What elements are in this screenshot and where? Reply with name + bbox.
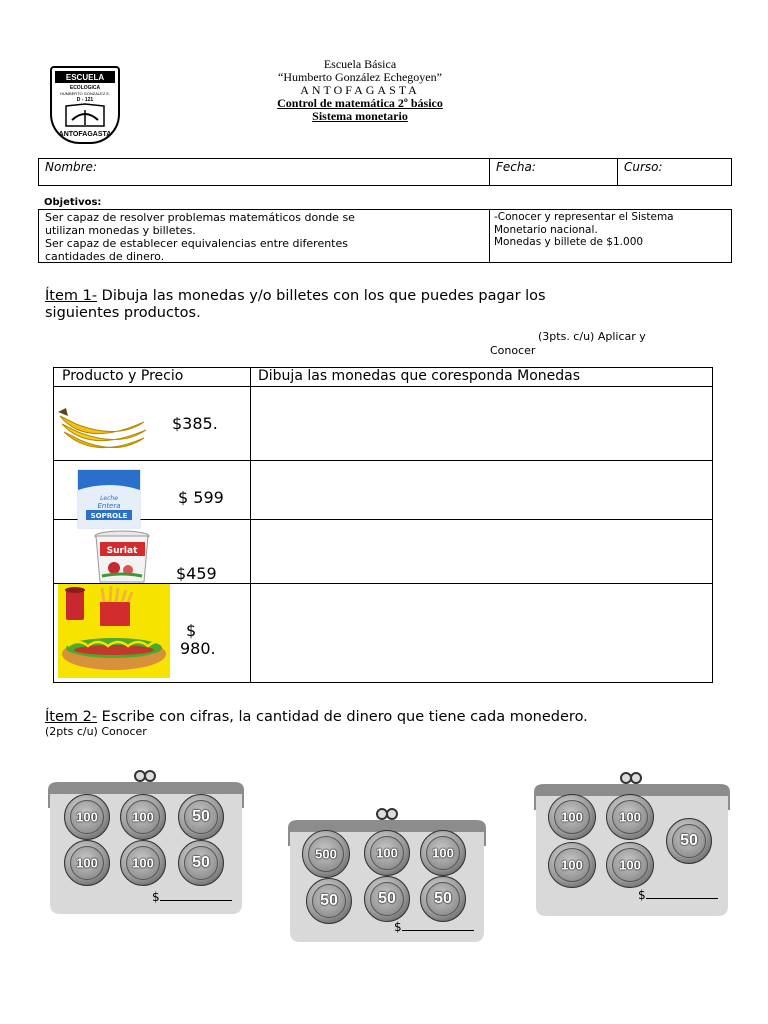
exam-topic: Sistema monetario (312, 109, 408, 123)
hotdog-combo-image (58, 584, 170, 678)
objective-line: cantidades de dinero. (45, 250, 165, 263)
document-header (200, 58, 520, 123)
item1-points-line: (3pts. c/u) Aplicar y (538, 330, 646, 343)
coin-value: 50 (192, 808, 210, 825)
coin-value: 100 (432, 845, 454, 861)
date-field[interactable] (489, 159, 617, 185)
coin-100 (606, 794, 654, 840)
coin-value: 500 (315, 846, 337, 862)
item2-points: (2pts c/u) Conocer (45, 725, 147, 738)
price-yogurt: $459 (176, 564, 217, 583)
coin-value: 100 (561, 857, 583, 873)
coin-50 (364, 876, 410, 922)
course-label: Curso: (624, 160, 663, 174)
objectives-specific (489, 210, 731, 262)
price-hotdog (180, 621, 216, 658)
purse-2-answer[interactable] (394, 920, 474, 934)
coin-100 (364, 830, 410, 876)
coin-value: 100 (132, 855, 154, 871)
coin-100 (548, 794, 596, 840)
logo-text-4: D - 121 (76, 97, 94, 103)
coin-value: 50 (680, 832, 698, 849)
objective-line: Monedas y billete de $1.000 (494, 236, 644, 248)
coin-100 (64, 840, 110, 886)
milk-label-type: Entera (97, 502, 121, 510)
school-type: Escuela Básica (323, 57, 397, 71)
coin-100 (420, 830, 466, 876)
answer-dollar: $ (394, 920, 402, 934)
objective-line: Monetario nacional. (494, 223, 598, 236)
products-table-header (54, 368, 712, 387)
coin-value: 50 (320, 892, 338, 909)
item1-text-2: siguientes productos. (45, 305, 201, 321)
item1-instruction (45, 288, 725, 322)
draw-area-milk[interactable] (251, 461, 712, 519)
coin-100 (120, 840, 166, 886)
coin-50 (420, 876, 466, 922)
coin-50 (178, 840, 224, 886)
objective-line: utilizan monedas y billetes. (45, 224, 196, 237)
coin-100 (606, 842, 654, 888)
answer-dollar: $ (638, 888, 646, 902)
item1-points (490, 330, 710, 358)
objective-line: Ser capaz de resolver problemas matemáticos donde se (45, 211, 355, 224)
objective-line: Ser capaz de establecer equivalencias entre diferentes (45, 237, 348, 250)
item1-points-line-2: Conocer (490, 344, 536, 357)
student-info-table (38, 158, 732, 186)
exam-title: Control de matemática 2º básico (277, 96, 443, 110)
objectives-table (38, 209, 732, 263)
coin-100 (64, 794, 110, 840)
objectives-general (45, 211, 485, 263)
coin-value: 100 (376, 845, 398, 861)
objective-line: -Conocer y representar el Sistema (494, 211, 674, 223)
school-name: “Humberto González Echegoyen” (278, 70, 442, 84)
answer-dollar: $ (152, 890, 160, 904)
logo-text-3: HUMBERTO GONZALEZ E. (59, 91, 111, 96)
col-draw-coins: Dibuja las monedas que coresponda Monedas (258, 368, 581, 384)
price-milk: $ 599 (178, 488, 224, 507)
coin-50 (306, 878, 352, 924)
objectives-label: Objetivos: (44, 197, 102, 208)
item2-number: Ítem 2- (45, 709, 98, 725)
purse-2 (288, 806, 486, 942)
purse-1-answer[interactable] (152, 890, 232, 904)
item2-text: Escribe con cifras, la cantidad de dinero que tiene cada monedero. (97, 709, 588, 725)
item1-text: Dibuja las monedas y/o billetes con los que puedes pagar los (97, 288, 546, 304)
draw-area-yogurt[interactable] (251, 520, 712, 583)
coin-100 (120, 794, 166, 840)
coin-50 (666, 818, 712, 864)
item1-number: Ítem 1- (45, 288, 98, 304)
milk-label-top: Leche (100, 495, 118, 502)
coin-value: 100 (561, 809, 583, 825)
item2-instruction (45, 709, 745, 726)
school-logo (50, 66, 120, 144)
purse-3 (534, 770, 730, 916)
yogurt-image (92, 530, 154, 584)
coin-value: 100 (76, 809, 98, 825)
coin-50 (178, 794, 224, 840)
products-table (53, 367, 713, 683)
coin-value: 50 (434, 890, 452, 907)
price-banana: $385. (172, 414, 218, 433)
logo-text-2: ECOLOGICA (69, 85, 101, 91)
name-field[interactable] (39, 159, 489, 185)
logo-text-5: ANTOFAGASTA (58, 131, 112, 138)
col-product-price: Producto y Precio (62, 368, 184, 384)
coin-500 (302, 830, 350, 878)
date-label: Fecha: (496, 160, 536, 174)
coin-100 (548, 842, 596, 888)
purse-1 (48, 768, 244, 914)
coin-value: 100 (619, 809, 641, 825)
draw-area-hotdog[interactable] (251, 584, 712, 682)
yogurt-brand: Surlat (106, 546, 138, 556)
coin-value: 50 (192, 854, 210, 871)
coin-value: 50 (378, 890, 396, 907)
purse-3-answer[interactable] (638, 888, 718, 902)
school-city: ANTOFAGASTA (300, 83, 420, 97)
coin-value: 100 (132, 809, 154, 825)
name-label: Nombre: (45, 160, 97, 174)
logo-text-1: ESCUELA (65, 73, 105, 82)
milk-carton-image (74, 468, 144, 530)
milk-brand: SOPROLE (90, 512, 128, 520)
draw-area-banana[interactable] (251, 387, 712, 460)
banana-image (56, 402, 152, 452)
price-hotdog-symbol: $ (186, 621, 197, 640)
price-hotdog-value: 980. (180, 639, 216, 658)
coin-value: 100 (76, 855, 98, 871)
coin-value: 100 (619, 857, 641, 873)
course-field[interactable] (617, 159, 731, 185)
